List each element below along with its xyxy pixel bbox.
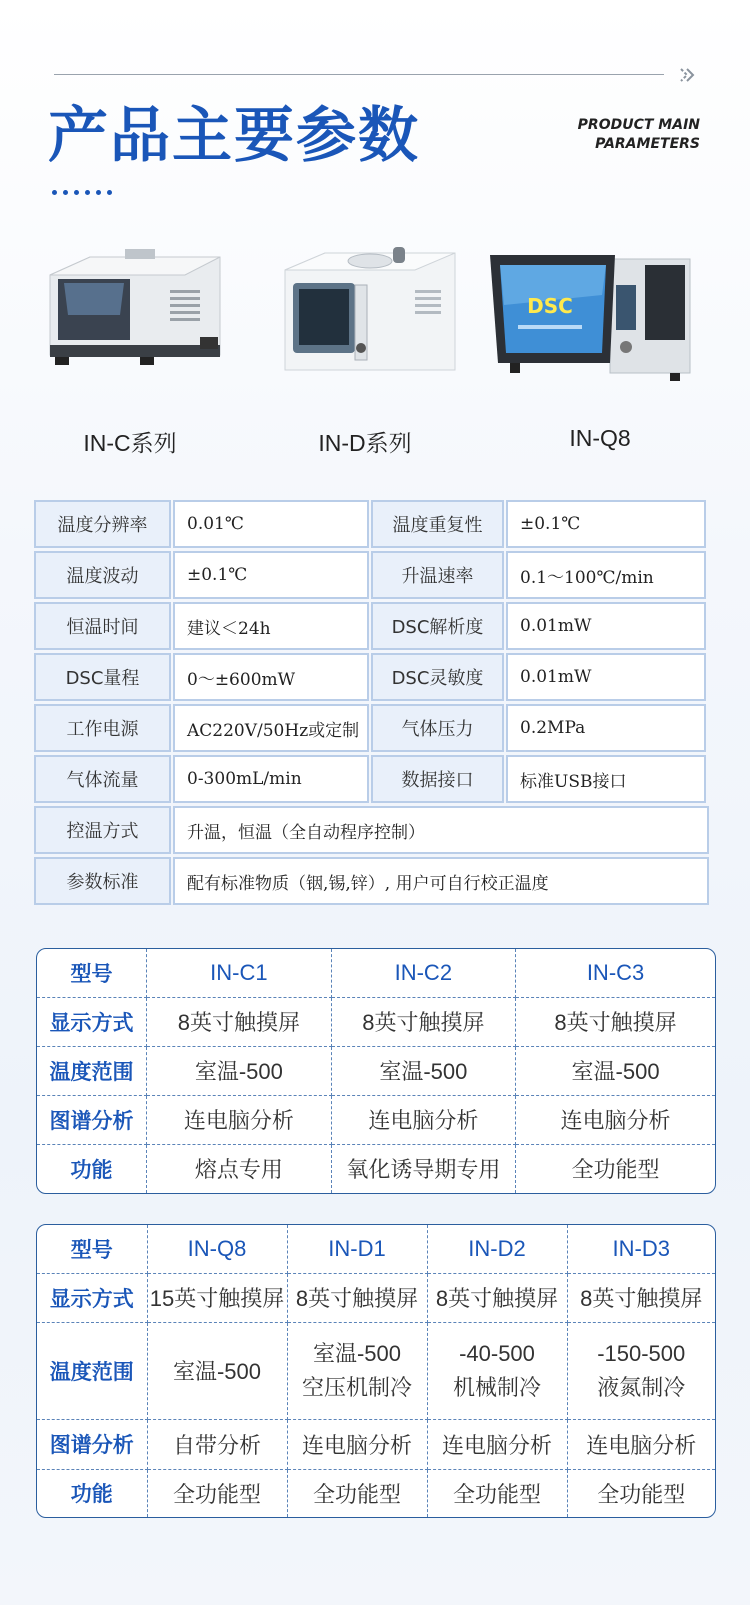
table-cell: 8英寸触摸屏	[427, 1273, 567, 1322]
table-row	[37, 1469, 715, 1517]
decorative-dots	[52, 190, 112, 195]
row-header: 型号	[37, 1225, 147, 1273]
parameter-table	[34, 500, 718, 908]
table-row	[37, 1095, 715, 1144]
table-cell: 氧化诱导期专用	[331, 1144, 515, 1193]
table-row	[37, 1144, 715, 1193]
param-label: DSC灵敏度	[371, 653, 504, 701]
table-row	[37, 949, 715, 997]
param-value: 0.01mW	[506, 653, 706, 701]
param-label: 升温速率	[371, 551, 504, 599]
param-row	[34, 806, 718, 857]
chevron-right-icon	[677, 64, 699, 86]
svg-text:DSC: DSC	[527, 294, 573, 318]
model-name: IN-Q8	[147, 1225, 287, 1273]
table-cell: -40-500 机械制冷	[427, 1322, 567, 1419]
table-cell: 连电脑分析	[287, 1419, 427, 1469]
table-cell: 室温-500	[331, 1046, 515, 1095]
table-cell: 连电脑分析	[427, 1419, 567, 1469]
row-header: 图谱分析	[37, 1095, 147, 1144]
model-name: IN-D2	[427, 1225, 567, 1273]
param-value: 升温，恒温（全自动程序控制）	[173, 806, 709, 854]
param-value: ±0.1℃	[173, 551, 369, 599]
table-row	[37, 1419, 715, 1469]
param-label: 气体流量	[34, 755, 171, 803]
table-cell: 连电脑分析	[147, 1095, 331, 1144]
product-name: IN-C系列	[83, 430, 177, 456]
table-cell: 连电脑分析	[516, 1095, 715, 1144]
param-label: 恒温时间	[34, 602, 171, 650]
table-row	[37, 1322, 715, 1419]
table-row	[37, 1046, 715, 1095]
table-row	[37, 1273, 715, 1322]
row-header: 功能	[37, 1144, 147, 1193]
row-header: 型号	[37, 949, 147, 997]
row-header: 显示方式	[37, 1273, 147, 1322]
param-label: 参数标准	[34, 857, 171, 905]
model-table-in-c	[36, 948, 716, 1194]
param-row	[34, 551, 718, 602]
param-label: 温度分辨率	[34, 500, 171, 548]
param-row	[34, 755, 718, 806]
table-cell: 8英寸触摸屏	[287, 1273, 427, 1322]
table-row	[37, 1225, 715, 1273]
param-row	[34, 857, 718, 908]
param-row	[34, 704, 718, 755]
table-cell: 室温-500	[516, 1046, 715, 1095]
param-row	[34, 602, 718, 653]
product-image-in-c	[20, 245, 240, 395]
table-cell: 自带分析	[147, 1419, 287, 1469]
param-value: 0.2MPa	[506, 704, 706, 752]
table-cell: 室温-500 空压机制冷	[287, 1322, 427, 1419]
table-cell: 全功能型	[427, 1469, 567, 1517]
param-label: DSC量程	[34, 653, 171, 701]
table-cell: 室温-500	[147, 1046, 331, 1095]
table-cell: 8英寸触摸屏	[567, 1273, 715, 1322]
page-title: 产品主要参数	[48, 101, 420, 171]
param-row	[34, 500, 718, 551]
product-name: IN-D系列	[318, 430, 412, 456]
param-value: 0.01mW	[506, 602, 706, 650]
model-table-in-q8-d	[36, 1224, 716, 1518]
param-label: 数据接口	[371, 755, 504, 803]
param-value: AC220V/50Hz或定制	[173, 704, 369, 752]
param-label: 工作电源	[34, 704, 171, 752]
table-cell: 全功能型	[287, 1469, 427, 1517]
param-label: 温度波动	[34, 551, 171, 599]
param-label: 控温方式	[34, 806, 171, 854]
param-row	[34, 653, 718, 704]
table-cell: 15英寸触摸屏	[147, 1273, 287, 1322]
row-header: 温度范围	[37, 1046, 147, 1095]
table-cell: 熔点专用	[147, 1144, 331, 1193]
table-cell: 全功能型	[571, 1157, 660, 1183]
product-image-in-d	[255, 245, 475, 395]
row-header: 功能	[37, 1469, 147, 1517]
table-cell: 8英寸触摸屏	[516, 997, 715, 1046]
table-cell: 连电脑分析	[567, 1419, 715, 1469]
table-cell: 全功能型	[597, 1481, 686, 1507]
param-value: 建议＜24h	[173, 602, 369, 650]
table-cell: 室温-500	[147, 1322, 287, 1419]
product-in-d	[255, 245, 475, 456]
product-name: IN-Q8	[569, 425, 631, 451]
table-row	[37, 997, 715, 1046]
param-label: 气体压力	[371, 704, 504, 752]
param-label: 温度重复性	[371, 500, 504, 548]
table-cell: 8英寸触摸屏	[331, 997, 515, 1046]
param-value: 0.01℃	[173, 500, 369, 548]
param-value: 0.1～100℃/min	[506, 551, 706, 599]
row-header: 显示方式	[37, 997, 147, 1046]
product-in-q8	[490, 245, 710, 451]
product-in-c	[20, 245, 240, 456]
header-divider	[54, 74, 664, 75]
model-name: IN-C2	[331, 949, 515, 997]
model-name: IN-C3	[516, 949, 715, 997]
param-value: 0-300mL/min	[173, 755, 369, 803]
param-value: 配有标准物质（铟,锡,锌）, 用户可自行校正温度	[173, 857, 709, 905]
model-name: IN-D3	[567, 1225, 715, 1273]
table-cell: 全功能型	[147, 1469, 287, 1517]
table-cell: 连电脑分析	[331, 1095, 515, 1144]
param-value: ±0.1℃	[506, 500, 706, 548]
model-name: IN-D1	[287, 1225, 427, 1273]
param-label: DSC解析度	[371, 602, 504, 650]
model-name: IN-C1	[147, 949, 331, 997]
table-cell: 8英寸触摸屏	[147, 997, 331, 1046]
product-image-in-q8	[490, 245, 710, 395]
row-header: 温度范围	[37, 1322, 147, 1419]
table-cell: -150-500 液氮制冷	[567, 1322, 715, 1419]
param-value: 标准USB接口	[506, 755, 706, 803]
param-value: 0～±600mW	[173, 653, 369, 701]
page-subtitle: PRODUCT MAIN PARAMETERS	[577, 117, 700, 152]
row-header: 图谱分析	[37, 1419, 147, 1469]
